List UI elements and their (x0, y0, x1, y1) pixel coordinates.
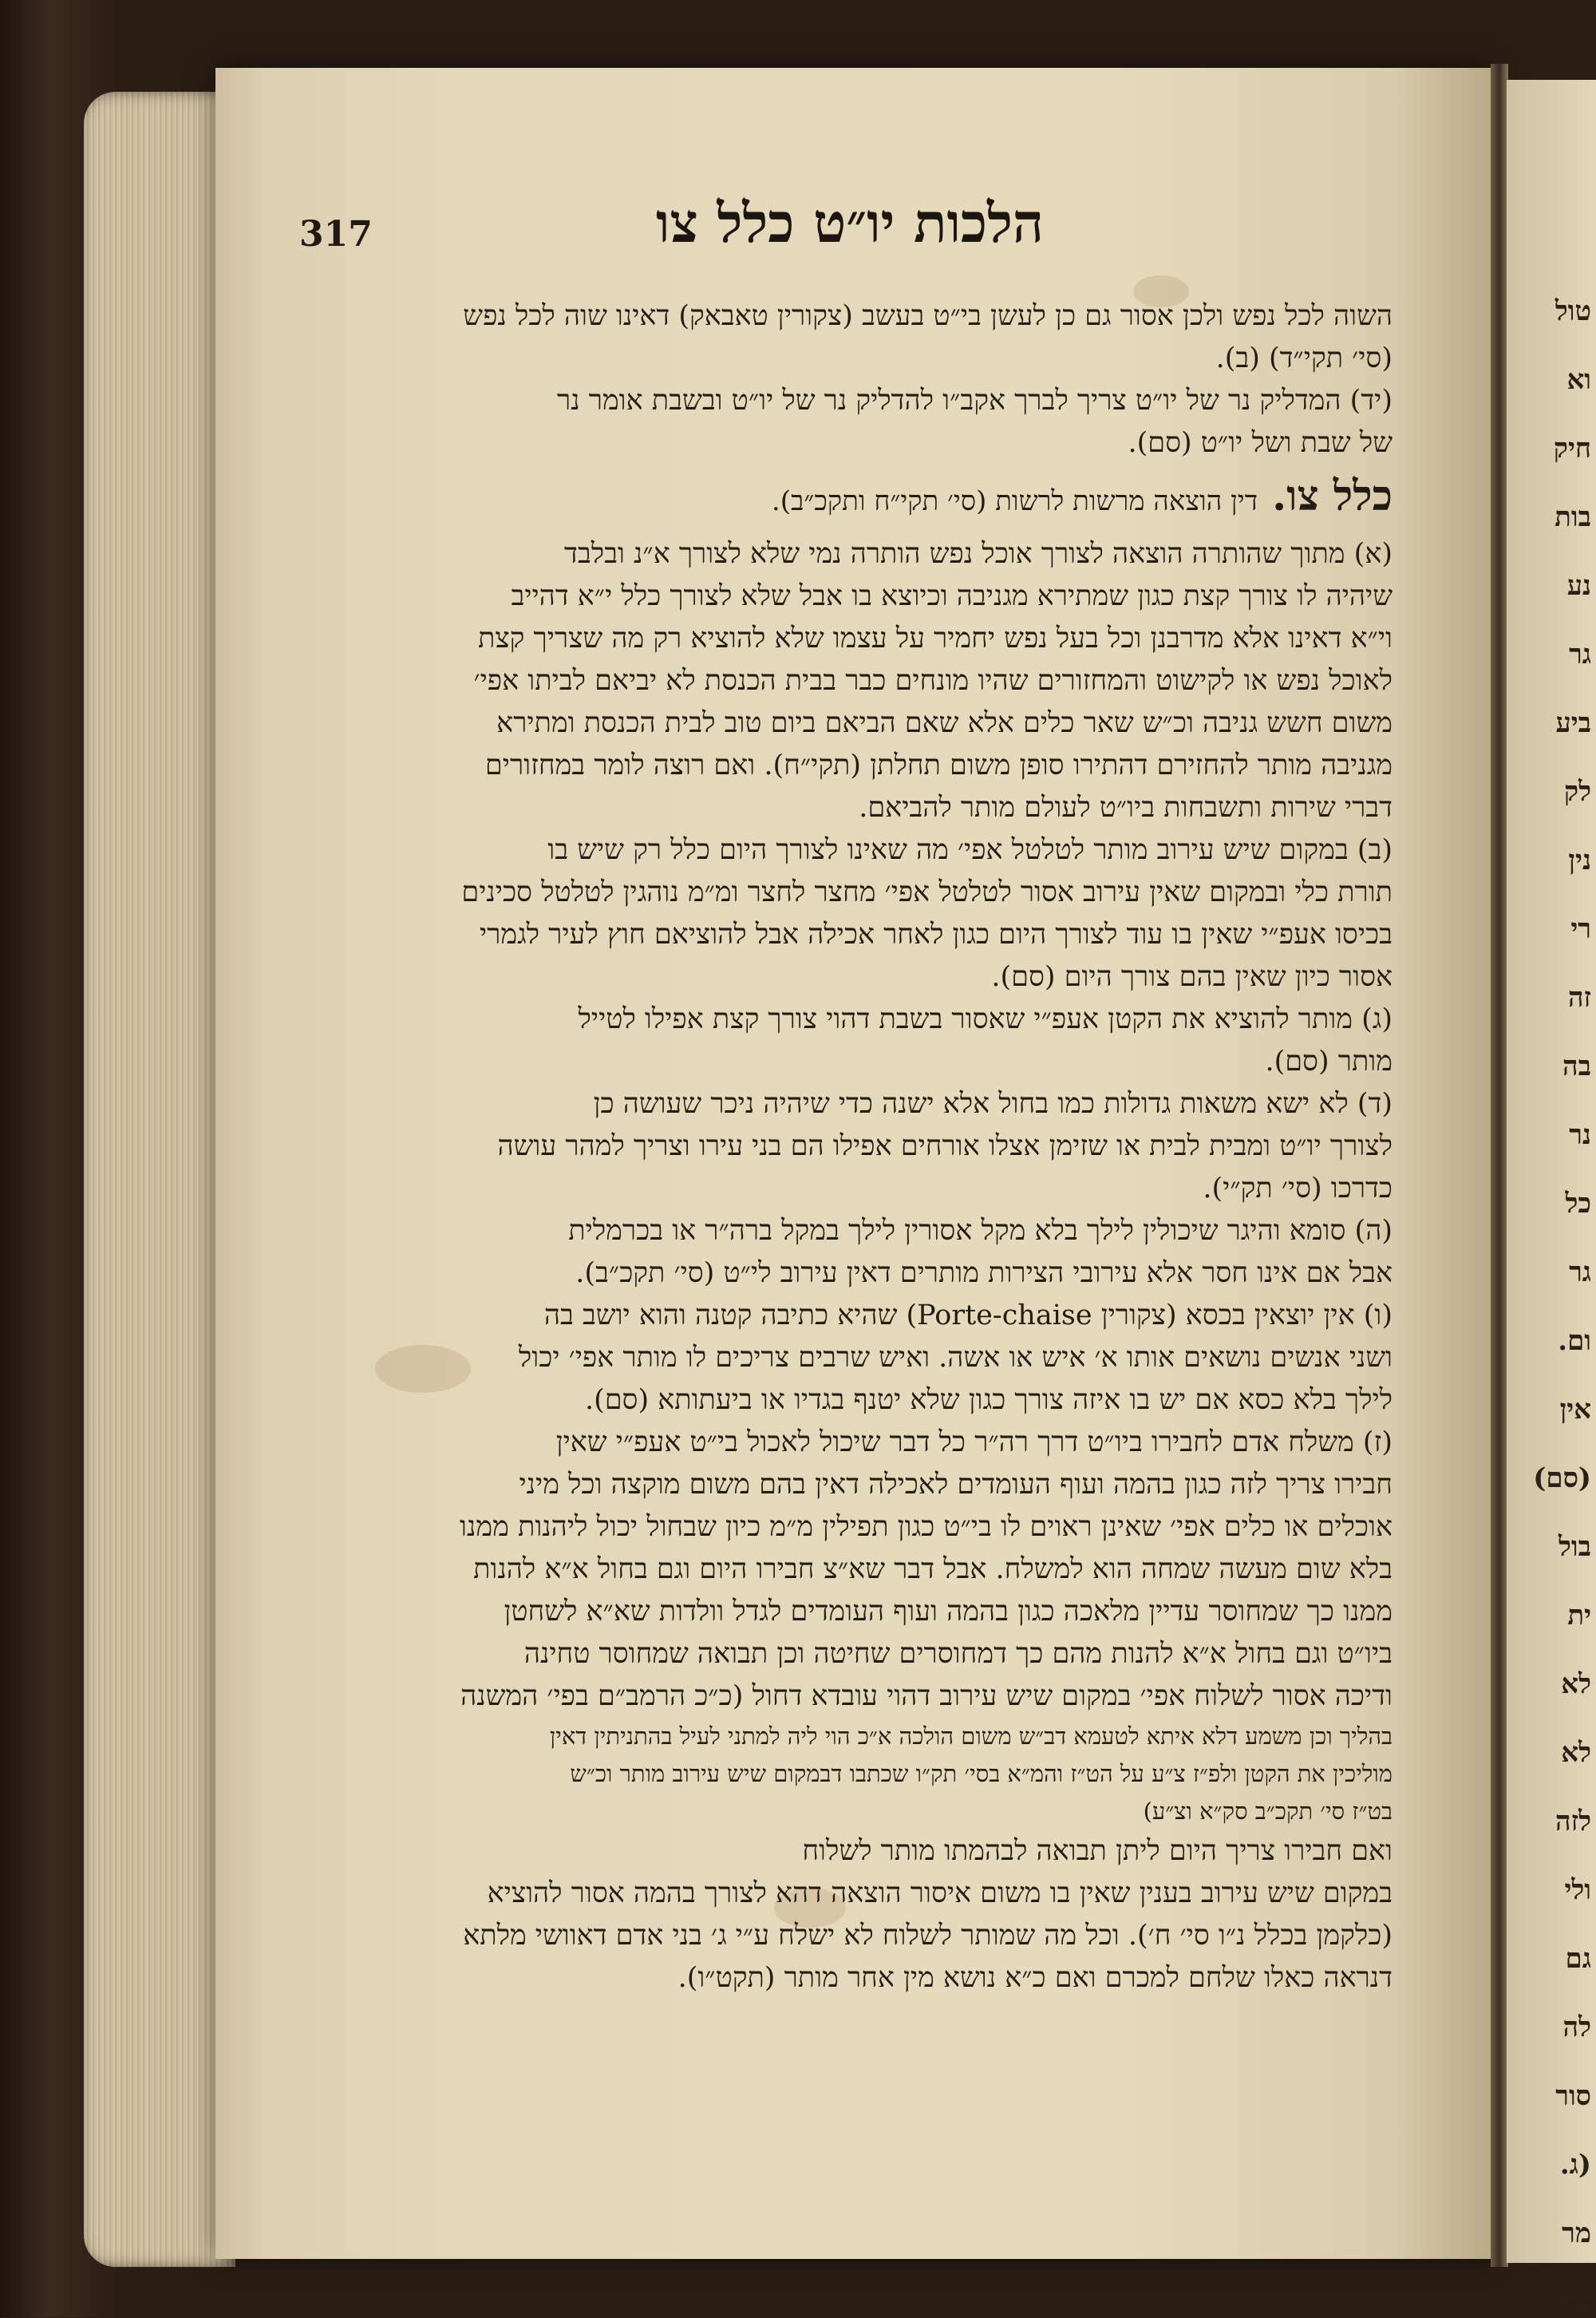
facing-page-fragment: (סם) (1533, 1462, 1591, 1494)
text-line: דברי שירות ותשבחות ביו״ט לעולם מותר להביאם. (859, 792, 1393, 824)
facing-page-fragment: אין (1559, 1394, 1591, 1426)
facing-page-fragment: לה (1562, 2011, 1591, 2043)
text-line: כדרכו (סי׳ תק״י). (1203, 1173, 1393, 1204)
facing-page-fragment: נר (1569, 1119, 1591, 1151)
text-line: בט״ז סי׳ תקכ״ב סק״א וצ״ע) (1143, 1798, 1393, 1825)
facing-page-fragment: ביע (1555, 707, 1591, 739)
text-line: תורת כלי ובמקום שאין עירוב אסור לטלטל אפי׳ מחצר לחצר ומ״מ נוהגין לטלטל סכינים (461, 876, 1393, 908)
facing-page-fragment: (ג. (1559, 2149, 1591, 2181)
facing-page-fragment: רי (1570, 913, 1591, 945)
text-line: וי״א דאינו אלא מדרבנן וכל בעל נפש יחמיר על עצמו שלא להוציא רק מה שצריך קצת (477, 623, 1393, 655)
facing-page-fragment: וא (1566, 364, 1591, 396)
text-line: (ג) מותר להוציא את הקטן אעפ״י שאסור בשבת דהוי צורך קצת אפילו לטייל (578, 1003, 1393, 1035)
facing-page-fragment: לק (1563, 776, 1591, 808)
text-line: (סי׳ תקי״ד) (ב). (1215, 342, 1393, 374)
facing-page-fragment: נע (1566, 570, 1591, 602)
facing-page-fragment: גר (1569, 639, 1591, 670)
running-title: הלכות יו״ט כלל צו (655, 192, 1045, 255)
facing-page-fragment: מר (1562, 2217, 1591, 2249)
facing-page-fragment: כל (1565, 1188, 1591, 1220)
footnote-lines (315, 1718, 1393, 1830)
text-line: (ב) במקום שיש עירוב מותר לטלטל אפי׳ מה שאינו לצורך היום כלל רק שיש בו (547, 834, 1393, 866)
facing-page-fragment: בול (1558, 1531, 1591, 1563)
page-edges (84, 92, 235, 2267)
facing-page-fragment: נין (1568, 845, 1591, 876)
text-line: שיהיה לו צורך קצת כגון שמתירא מגניבה וכיוצא בו אבל שלא לצורך כלל י״א דהייב (511, 580, 1393, 612)
previous-section-end (315, 295, 1393, 465)
facing-page-fragment: בות (1555, 501, 1591, 533)
facing-page-fragment: חיק (1553, 433, 1591, 465)
section-body (315, 533, 1393, 1718)
section-heading (315, 465, 1393, 533)
text-line: בהליך וכן משמע דלא איתא לטעמא דב״ש משום הולכה א״כ הוי ליה למתני לעיל בהתניתין דאין (549, 1723, 1393, 1750)
text-line: בלא שום מעשה שמחה הוא למשלח. אבל דבר שא״צ חבירו היום וגם בחול א״א להנות (473, 1553, 1393, 1585)
book-gutter (1491, 64, 1508, 2267)
facing-page-fragment: ום. (1558, 1325, 1591, 1357)
text-line: (יד) המדליק נר של יו״ט צריך לברך אקב״ו להדליק נר של יו״ט ובשבת אומר נר (557, 385, 1393, 417)
facing-page-fragment: לא (1561, 1737, 1591, 1769)
text-line: אבל אם אינו חסר אלא עירובי הצירות מותרים דאין עירוב לי״ט (סי׳ תקכ״ב). (575, 1257, 1393, 1289)
text-line: מגניבה מותר להחזירם דהתירו סופן משום תחלתן (תקי״ח). ואם רוצה לומר במחזורים (484, 750, 1393, 781)
text-line: של שבת ושל יו״ט (סם). (1128, 427, 1393, 459)
text-line: מוליכין את הקטן ולפ״ז צ״ע על הט״ז והמ״א בסי׳ תק״ו שכתבו דבמקום שיש עירוב מותר וכ״ש (570, 1760, 1393, 1787)
text-line: השוה לכל נפש ולכן אסור גם כן לעשן בי״ט בעשב (צקורין טאבאק) דאינו שוה לכל נפש (463, 300, 1393, 332)
text-line: לאוכל נפש או לקישוט והמחזורים שהיו מונחים כבר בבית הכנסת לא יביאם לביתו אפי׳ (473, 665, 1393, 697)
page-number: 317 (299, 214, 373, 255)
text-line: ביו״ט וגם בחול א״א להנות מהם כך דמחוסרים שחיטה וכן תבואה שמחוסר טחינה (523, 1638, 1393, 1670)
section-title: דין הוצאה מרשות לרשות (סי׳ תקי״ח ותקכ״ב). (771, 485, 1258, 517)
facing-page-fragment: סור (1555, 2080, 1591, 2112)
facing-page-fragment: ית (1567, 1600, 1591, 1632)
text-line: אסור כיון שאין בהם צורך היום (סם). (991, 961, 1393, 993)
text-line: ודיכה אסור לשלוח אפי׳ במקום שיש עירוב דהוי עובדא דחול (כ״כ הרמב״ם בפי׳ המשנה (460, 1680, 1393, 1712)
facing-page-fragment: בה (1562, 1050, 1591, 1082)
text-line: לילך בלא כסא אם יש בו איזה צורך כגון שלא יטנף בגדיו או ביעתותא (סם). (584, 1384, 1393, 1416)
facing-page-fragment: גם (1565, 1943, 1591, 1975)
text-line: לצורך יו״ט ומבית לבית או שזימן אצלו אורחים אפילו הם בני עירו וצריך למהר עושה (497, 1130, 1393, 1162)
text-line: משום חשש גניבה וכ״ש שאר כלים אלא שאם הביאם ביום טוב לבית הכנסת ומתירא (496, 707, 1393, 739)
page-text (315, 295, 1393, 2000)
text-line: (ו) אין יוצאין בכסא (צקורין Porte-chaise) שהיא כתיבה קטנה והוא יושב בה (543, 1299, 1393, 1331)
facing-page-fragment: לזה (1555, 1806, 1591, 1837)
text-line: ממנו כך שמחוסר עדיין מלאכה כגון בהמה ועוף העומדים לגדל וולדות שא״א לשחטן (504, 1596, 1393, 1628)
facing-page-fragment: ולי (1564, 1874, 1591, 1906)
facing-page-edge (1507, 80, 1596, 2318)
text-line: במקום שיש עירוב בענין שאין בו משום איסור הוצאה דהא לצורך בהמה אסור להוציא (487, 1877, 1393, 1909)
text-line: אוכלים או כלים אפי׳ שאינן ראוים לו בי״ט כגון תפילין מ״מ כיון שבחול יכול ליהנות ממנו (460, 1511, 1393, 1543)
text-line: ואם חבירו צריך היום ליתן תבואה לבהמתו מותר לשלוח (802, 1835, 1393, 1867)
facing-page-fragment: זה (1567, 982, 1591, 1014)
text-line: מותר (סם). (1265, 1046, 1393, 1078)
text-line: (א) מתוך שהותרה הוצאה לצורך אוכל נפש הותרה נמי שלא לצורך א״נ ובלבד (564, 538, 1393, 570)
text-line: ושני אנשים נושאים אותו א׳ איש או אשה. ואיש שרבים צריכים לו מותר אפי׳ יכול (518, 1342, 1393, 1374)
section-body-end (315, 1830, 1393, 2000)
text-line: בכיסו אעפ״י שאין בו עוד לצורך היום כגון לאחר אכילה אבל להוציאם חוץ לעיר לגמרי (479, 919, 1393, 951)
facing-page-fragment: בר (1564, 2286, 1591, 2318)
text-line: דנראה כאלו שלחם למכרם ואם כ״א נושא מין אחר מותר (תקט״ו). (678, 1962, 1393, 1994)
section-number: כלל צו. (1272, 472, 1393, 520)
text-line: (כלקמן בכלל נ״ו סי׳ ח׳). וכל מה שמותר לשלוח לא ישלח ע״י ג׳ בני אדם דאוושי מלתא (463, 1920, 1393, 1952)
text-line: (ה) סומא והיגר שיכולין לילך בלא מקל אסורין לילך במקל ברה״ר או בכרמלית (568, 1215, 1393, 1247)
text-line: (ד) לא ישא משאות גדולות כמו בחול אלא ישנה כדי שיהיה ניכר שעושה כן (593, 1088, 1393, 1120)
text-line: (ז) משלח אדם לחבירו ביו״ט דרך רה״ר כל דבר שיכול לאכול בי״ט אעפ״י שאין (555, 1426, 1393, 1458)
page-header (299, 192, 1400, 287)
facing-page-fragment: גר (1569, 1256, 1591, 1288)
text-line: חבירו צריך לזה כגון בהמה ועוף העומדים לאכילה דאין בהם משום מוקצה וכל מיני (519, 1469, 1393, 1501)
facing-page-fragment: לא (1561, 1668, 1591, 1700)
facing-page-fragment: טול (1555, 295, 1591, 327)
